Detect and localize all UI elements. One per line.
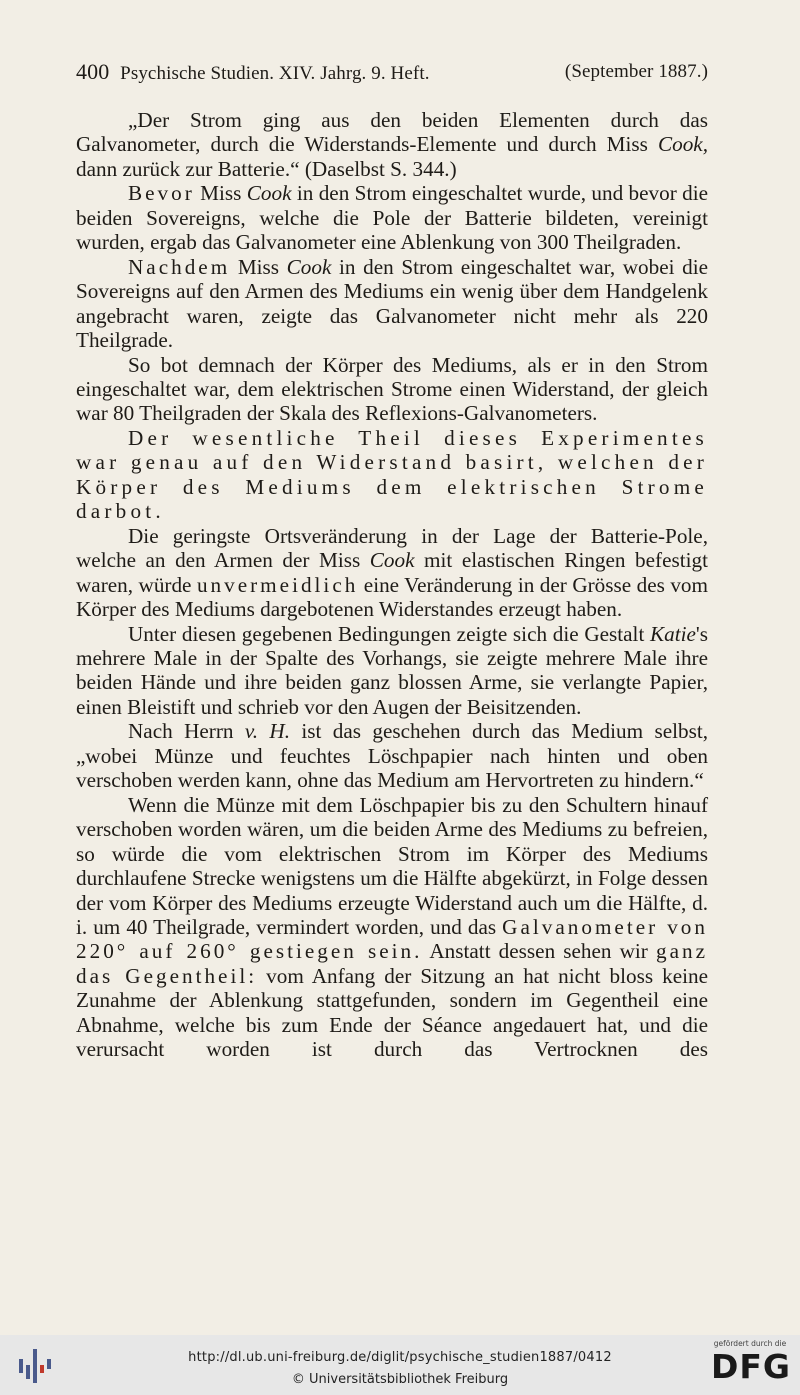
journal-title: Psychische Studien. XIV. Jahrg. 9. Heft. bbox=[120, 63, 430, 84]
name-vh: v. H. bbox=[244, 719, 290, 744]
spaced-phrase: ganz das Gegentheil: bbox=[76, 939, 708, 988]
name-cook: Cook, bbox=[657, 132, 708, 157]
name-cook: Cook bbox=[369, 548, 415, 573]
paragraph: Nachdem Miss Cook in den Strom eingeschaltet war, wobei die Sovereigns auf den Armen des Mediums ein wenig über dem Handgelenk angebracht waren, zeigte das Galvanometer nicht mehr als 220 Theilgrade. bbox=[76, 254, 709, 353]
name-cook: Cook bbox=[286, 254, 332, 279]
paragraph: Unter diesen gegebenen Bedingungen zeigte sich die Gestalt Katie's mehrere Male in der Spalte des Vorhangs, sie zeigte mehrere Male ihre beiden Hände und ihre beiden ganz blossen Arme, sie verlangte Papier, einen Bleistift und schrieb vor den Augen der Beisitzenden. bbox=[76, 621, 708, 719]
paragraph: So bot demnach der Körper des Mediums, als er in den Strom eingeschaltet war, dem elektrischen Strome einen Widerstand, der gleich war 80 Theilgraden der Skala des Reflexions-Galvanometers. bbox=[76, 352, 708, 426]
library-footer bbox=[0, 1335, 800, 1395]
spaced-phrase: Galvanometer von 220° auf 260° gestiegen sein. bbox=[76, 914, 708, 964]
page-number: 400 bbox=[76, 59, 110, 84]
paragraph-spaced: Der wesentliche Theil dieses Experimentes war genau auf den Widerstand basirt, welchen der Körper des Mediums dem elektrischen Strome darbot. bbox=[76, 425, 708, 524]
dfg-logo-icon: DFG bbox=[710, 1347, 792, 1386]
spaced-word: Bevor bbox=[128, 181, 195, 206]
paragraph: Wenn die Münze mit dem Löschpapier bis zu den Schultern hinauf verschoben worden wären, um die beiden Arme des Mediums zu befreien, so würde die vom elektrischen Strom im Körper des Mediums durchlaufene Strecke wenigstens um die Hälfte abgekürzt, in Folge dessen der vom Körper des Mediums erzeugte Widerstand auch um die Hälfte, d. i. um 40 Theilgrade, vermindert worden, und das Galvanometer von 220° auf 260° gestiegen sein. Anstatt dessen sehen wir ganz das Gegentheil: vom Anfang der Sitzung an hat nicht bloss keine Zunahme der Ablenkung stattgefunden, sondern im Gegentheil eine Abnahme, welche bis zum Ende der Séance angedauert hat, und die verursacht worden ist durch das Vertrocknen des bbox=[76, 792, 709, 1062]
paragraph: Nach Herrn v. H. ist das geschehen durch das Medium selbst, „wobei Münze und feuchtes Löschpapier nach hinten und oben verschoben werden kann, ohne das Medium am Hervortreten zu hindern.“ bbox=[76, 719, 709, 793]
paragraph: „Der Strom ging aus den beiden Elementen durch das Galvanometer, durch die Widerstands-Elemente und durch Miss Cook, dann zurück zur Batterie.“ (Daselbst S. 344.) bbox=[76, 108, 708, 181]
dfg-caption: gefördert durch die bbox=[713, 1339, 787, 1348]
spaced-word: unvermeidlich bbox=[196, 572, 359, 597]
body-text bbox=[76, 108, 708, 1062]
paragraph: Die geringste Ortsveränderung in der Lage der Batterie-Pole, welche an den Armen der Miss Cook mit elastischen Ringen befestigt waren, würde unvermeidlich eine Veränderung in der Grösse des vom Körper des Mediums dargebotenen Widerstandes erzeugt haben. bbox=[76, 523, 709, 622]
issue-date: (September 1887.) bbox=[564, 61, 708, 82]
permalink-url[interactable]: http://dl.ub.uni-freiburg.de/diglit/psychische_studien1887/0412 bbox=[188, 1350, 612, 1365]
name-katie: Katie bbox=[650, 621, 696, 646]
name-cook: Cook bbox=[246, 181, 292, 206]
copyright-notice: © Universitätsbibliothek Freiburg bbox=[291, 1372, 509, 1387]
spaced-word: Nachdem bbox=[128, 254, 231, 279]
running-header bbox=[76, 58, 708, 88]
paragraph: Bevor Miss Cook in den Strom eingeschaltet wurde, und bevor die beiden Sovereigns, welche die Pole der Batterie bildeten, vereinigt wurden, ergab das Galvanometer eine Ablenkung von 300 Theilgraden. bbox=[76, 181, 709, 255]
